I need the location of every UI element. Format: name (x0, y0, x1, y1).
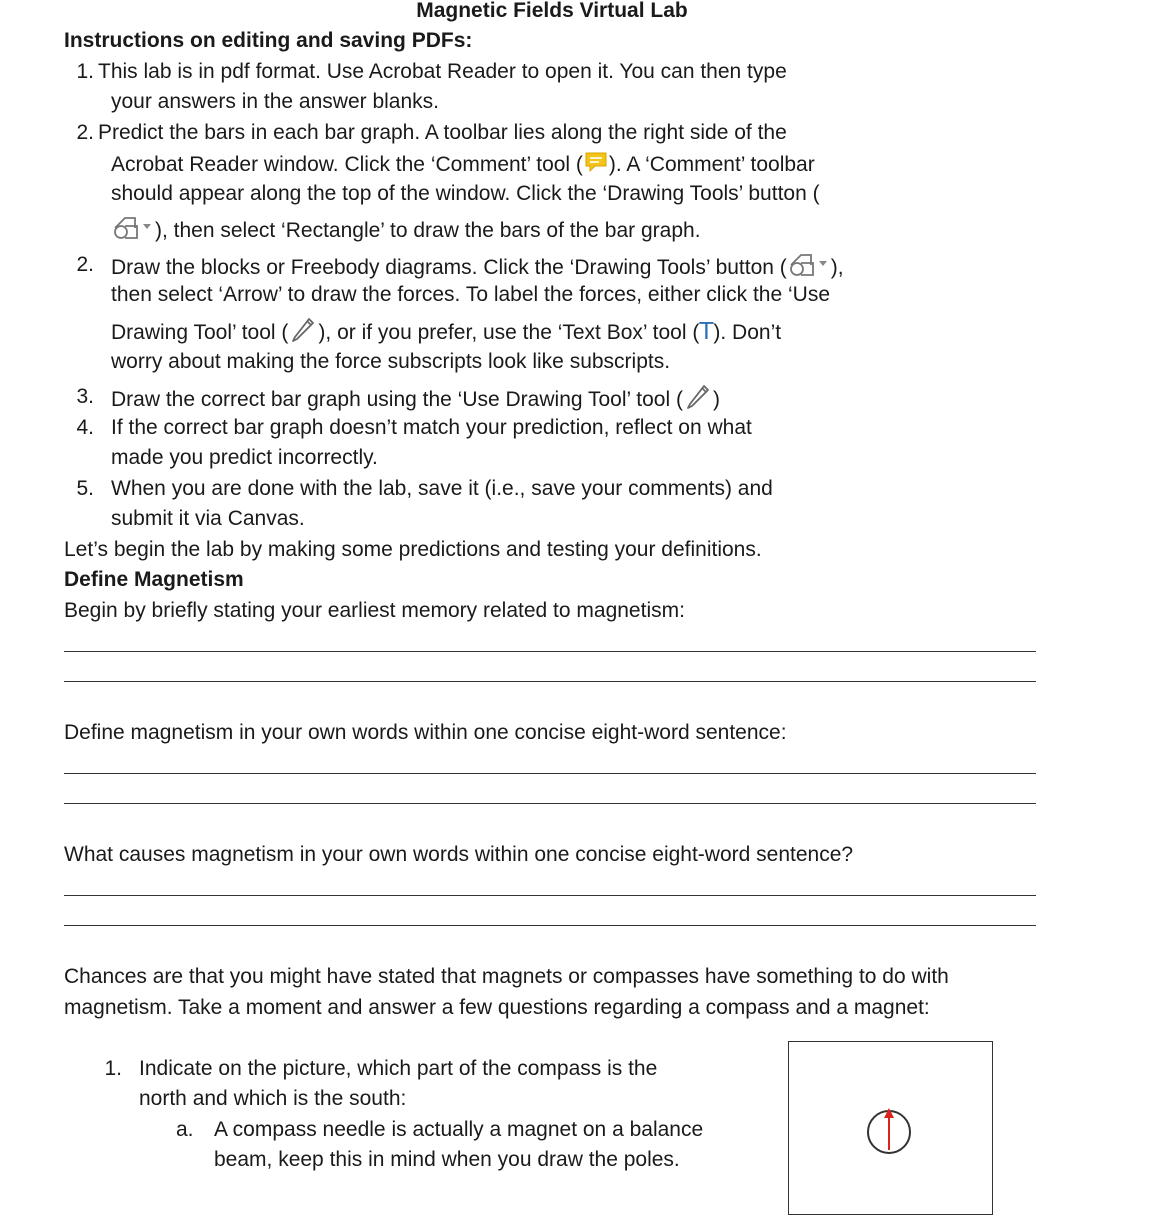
instruction-text: Draw the blocks or Freebody diagrams. Click the ‘Drawing Tools’ button ( (111, 256, 787, 280)
answer-blank[interactable] (64, 773, 1036, 774)
instruction-text: should appear along the top of the window. Click the ‘Drawing Tools’ button ( (111, 182, 820, 205)
instruction-text: Drawing Tool’ tool ( (111, 321, 289, 345)
instruction-line (111, 252, 844, 285)
answer-blank[interactable] (64, 803, 1036, 804)
list-number: 5. (76, 477, 94, 500)
instruction-text: your answers in the answer blanks. (111, 90, 439, 113)
instruction-text: Draw the correct bar graph using the ‘Use Drawing Tool’ tool ( (111, 388, 683, 412)
question-text: Begin by briefly stating your earliest memory related to magnetism: (64, 599, 685, 622)
pencil-icon (289, 317, 317, 350)
answer-blank[interactable] (64, 651, 1036, 652)
list-number: 1. (104, 1057, 122, 1080)
page-title: Magnetic Fields Virtual Lab (416, 0, 688, 22)
question-text: What causes magnetism in your own words within one concise eight-word sentence? (64, 843, 854, 866)
instruction-text: ). Don’t (713, 321, 782, 345)
instruction-text: ). A ‘Comment’ toolbar (608, 153, 815, 177)
drawing-tools-icon (787, 252, 831, 285)
question-text: north and which is the south: (139, 1087, 407, 1110)
answer-blank[interactable] (64, 895, 1036, 896)
intro-text: Let’s begin the lab by making some predictions and testing your definitions. (64, 538, 762, 561)
compass-picture-box[interactable] (788, 1041, 993, 1215)
instruction-text: ), or if you prefer, use the ‘Text Box’ tool ( (318, 321, 700, 345)
instruction-text: then select ‘Arrow’ to draw the forces. To label the forces, either click the ‘Use (111, 283, 830, 306)
compass-icon (789, 1042, 992, 1214)
instruction-text: worry about making the force subscripts look like subscripts. (111, 350, 671, 373)
instruction-text: Acrobat Reader window. Click the ‘Comment’ tool ( (111, 153, 583, 177)
instruction-text: This lab is in pdf format. Use Acrobat Reader to open it. You can then type (98, 60, 787, 83)
instruction-line (111, 384, 720, 417)
paragraph-text: magnetism. Take a moment and answer a few questions regarding a compass and a magnet: (64, 996, 930, 1019)
instruction-text: made you predict incorrectly. (111, 446, 378, 469)
instruction-text: ), then select ‘Rectangle’ to draw the bars of the bar graph. (155, 219, 701, 243)
answer-blank[interactable] (64, 925, 1036, 926)
instruction-line (111, 150, 815, 181)
pencil-icon (684, 384, 712, 417)
section-heading: Define Magnetism (64, 568, 244, 591)
instruction-line (111, 317, 781, 350)
answer-blank[interactable] (64, 681, 1036, 682)
list-number: 2. (76, 253, 94, 276)
paragraph-text: Chances are that you might have stated that magnets or compasses have something to do with (64, 965, 949, 988)
instruction-text: Predict the bars in each bar graph. A toolbar lies along the right side of the (98, 121, 787, 144)
list-number: 4. (76, 416, 94, 439)
sub-question-text: A compass needle is actually a magnet on a balance (214, 1118, 704, 1141)
instruction-text: When you are done with the lab, save it (i.e., save your comments) and (111, 477, 773, 500)
comment-icon (584, 150, 608, 181)
instructions-heading: Instructions on editing and saving PDFs: (64, 29, 473, 52)
list-number: 3. (76, 385, 94, 408)
list-number: 2. (76, 121, 94, 144)
sub-list-letter: a. (176, 1118, 194, 1141)
text-box-icon: T (699, 319, 714, 346)
drawing-tools-icon (111, 215, 155, 248)
question-text: Define magnetism in your own words within one concise eight-word sentence: (64, 721, 787, 744)
instruction-text: ), (830, 256, 844, 280)
sub-question-text: beam, keep this in mind when you draw the poles. (214, 1148, 680, 1171)
instruction-text: ) (712, 388, 720, 412)
instruction-text: If the correct bar graph doesn’t match your prediction, reflect on what (111, 416, 752, 439)
question-text: Indicate on the picture, which part of the compass is the (139, 1057, 658, 1080)
list-number: 1. (76, 60, 94, 83)
instruction-line (111, 215, 701, 248)
instruction-text: submit it via Canvas. (111, 507, 305, 530)
